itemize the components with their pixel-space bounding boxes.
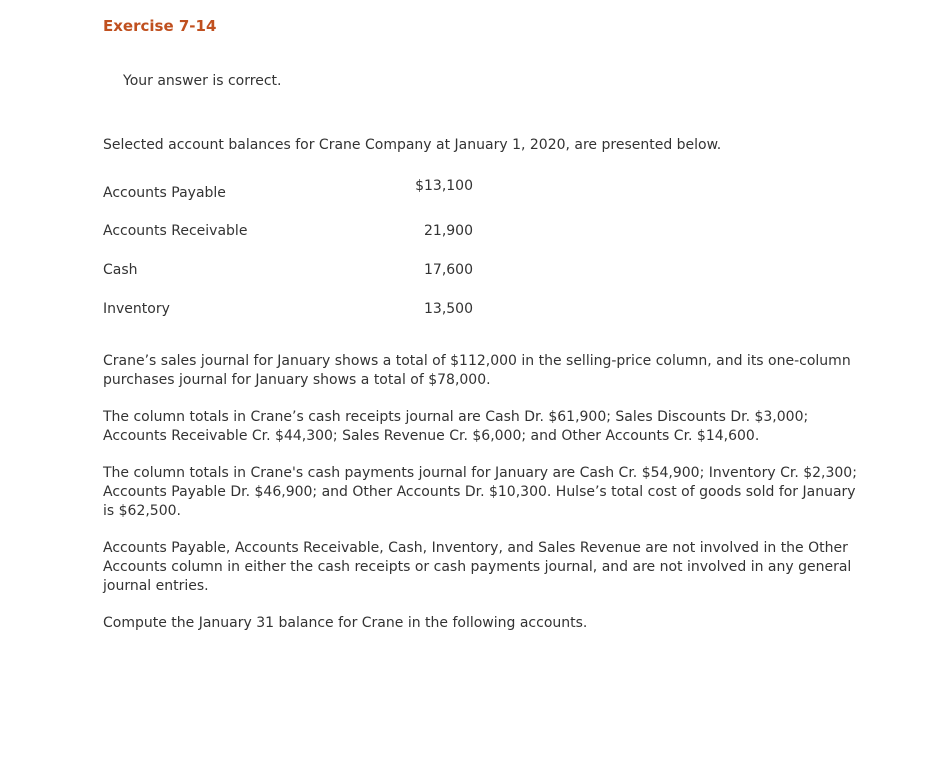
account-amount: 17,600 <box>424 262 473 278</box>
instruction-paragraph: Compute the January 31 balance for Crane in the following accounts. <box>103 615 588 631</box>
cash-payments-paragraph: The column totals in Crane's cash payments journal for January are Cash Cr. $54,900; Inventory Cr. $2,300; Accounts Payable Dr. $46,900; and Other Accounts Dr. $10,300. Hulse’s total cost of goods sold for January is $62,500. <box>103 465 857 519</box>
account-amount: $13,100 <box>415 178 473 194</box>
account-amount: 21,900 <box>424 223 473 239</box>
other-accounts-paragraph: Accounts Payable, Accounts Receivable, Cash, Inventory, and Sales Revenue are not involved in the Other Accounts column in either the cash receipts or cash payments journal, and are not involved in any general journal entries. <box>103 540 852 594</box>
account-amount: 13,500 <box>424 301 473 317</box>
balance-row-inventory <box>103 293 483 332</box>
exercise-title: Exercise 7-14 <box>103 17 217 35</box>
sales-journal-paragraph: Crane’s sales journal for January shows a total of $112,000 in the selling-price column, and its one-column purchases journal for January shows a total of $78,000. <box>103 353 851 388</box>
problem-description <box>103 352 863 651</box>
balance-row-accounts-payable <box>103 176 483 215</box>
answer-status-message: Your answer is correct. <box>123 73 282 89</box>
cash-receipts-paragraph: The column totals in Crane’s cash receipts journal are Cash Dr. $61,900; Sales Discounts Dr. $3,000; Accounts Receivable Cr. $44,300; Sales Revenue Cr. $6,000; and Other Accounts Cr. $14,600. <box>103 409 809 444</box>
balance-row-cash <box>103 254 483 293</box>
account-name: Accounts Receivable <box>103 223 248 239</box>
account-name: Cash <box>103 262 138 278</box>
account-name: Accounts Payable <box>103 185 226 201</box>
intro-text: Selected account balances for Crane Company at January 1, 2020, are presented below. <box>103 137 722 153</box>
account-balances-table <box>103 176 483 332</box>
account-name: Inventory <box>103 301 170 317</box>
balance-row-accounts-receivable <box>103 215 483 254</box>
